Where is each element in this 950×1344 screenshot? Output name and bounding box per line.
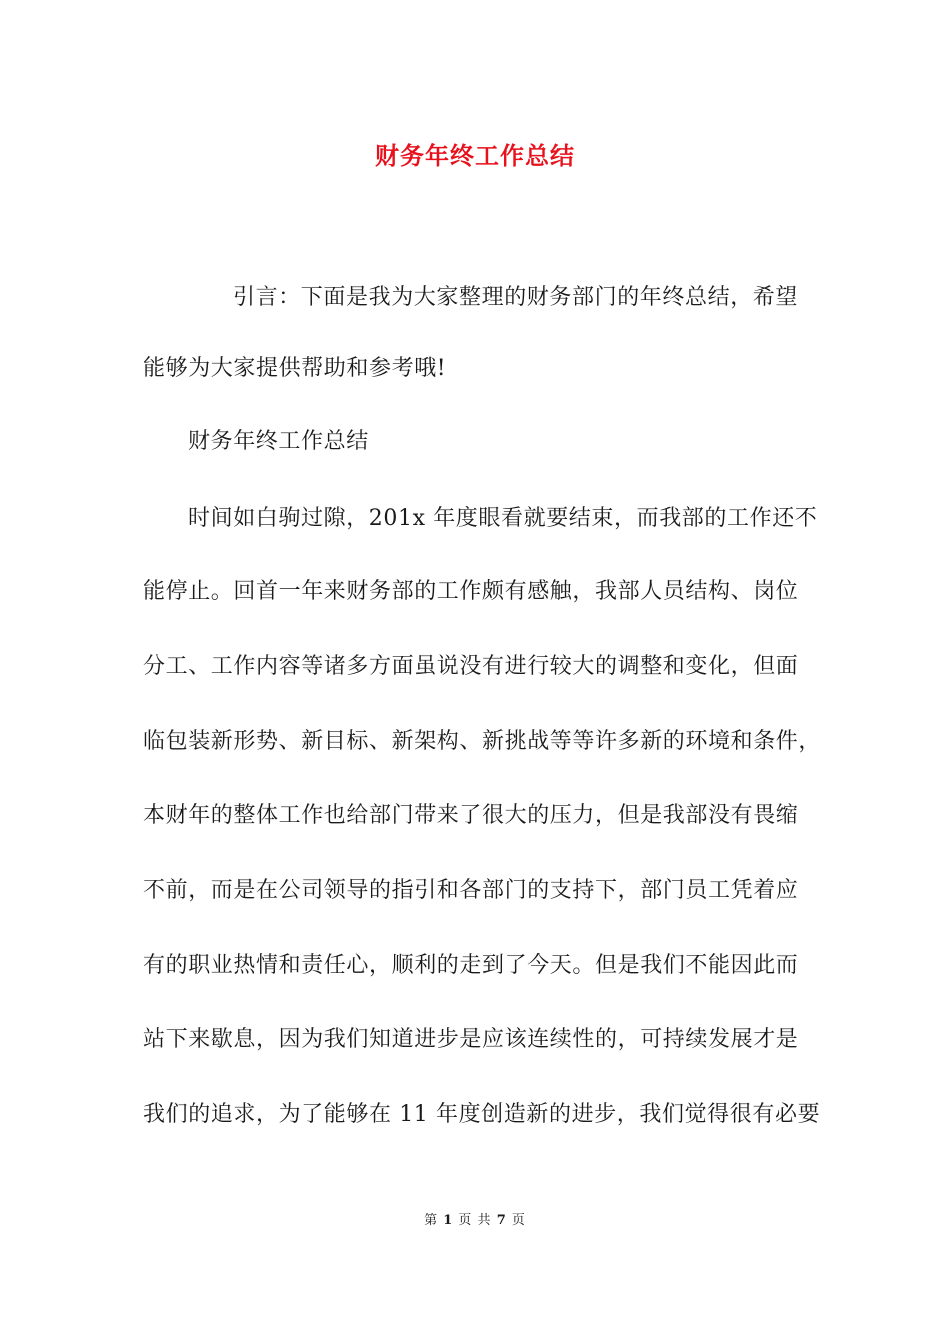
footer-current-page: 1: [443, 1213, 454, 1228]
document-title: 财务年终工作总结: [375, 141, 575, 170]
paragraph-line: 引言：下面是我为大家整理的财务部门的年终总结，希望: [233, 285, 799, 310]
paragraph-line: 我们的追求，为了能够在 11 年度创造新的进步，我们觉得很有必要: [143, 1102, 821, 1127]
footer-middle: 页 共: [458, 1213, 492, 1228]
footer-total-pages: 7: [496, 1213, 507, 1228]
paragraph-line: 本财年的整体工作也给部门带来了很大的压力，但是我部没有畏缩: [143, 803, 799, 828]
paragraph-line: 有的职业热情和责任心，顺利的走到了今天。但是我们不能因此而: [143, 953, 799, 978]
paragraph-line: 能够为大家提供帮助和参考哦!: [143, 356, 447, 381]
section-heading: 财务年终工作总结: [188, 429, 369, 454]
paragraph-line: 站下来歇息，因为我们知道进步是应该连续性的，可持续发展才是: [143, 1027, 799, 1052]
footer-prefix: 第: [424, 1213, 439, 1228]
paragraph-line: 分工、工作内容等诸多方面虽说没有进行较大的调整和变化，但面: [143, 654, 799, 679]
paragraph-line: 能停止。回首一年来财务部的工作颇有感触，我部人员结构、岗位: [143, 579, 799, 604]
paragraph-line: 不前，而是在公司领导的指引和各部门的支持下，部门员工凭着应: [143, 878, 799, 903]
paragraph-line: 时间如白驹过隙，201x 年度眼看就要结束，而我部的工作还不: [188, 506, 818, 531]
footer-suffix: 页: [511, 1213, 526, 1228]
page-footer: [0, 1209, 950, 1228]
paragraph-line: 临包装新形势、新目标、新架构、新挑战等等许多新的环境和条件，: [143, 729, 822, 754]
